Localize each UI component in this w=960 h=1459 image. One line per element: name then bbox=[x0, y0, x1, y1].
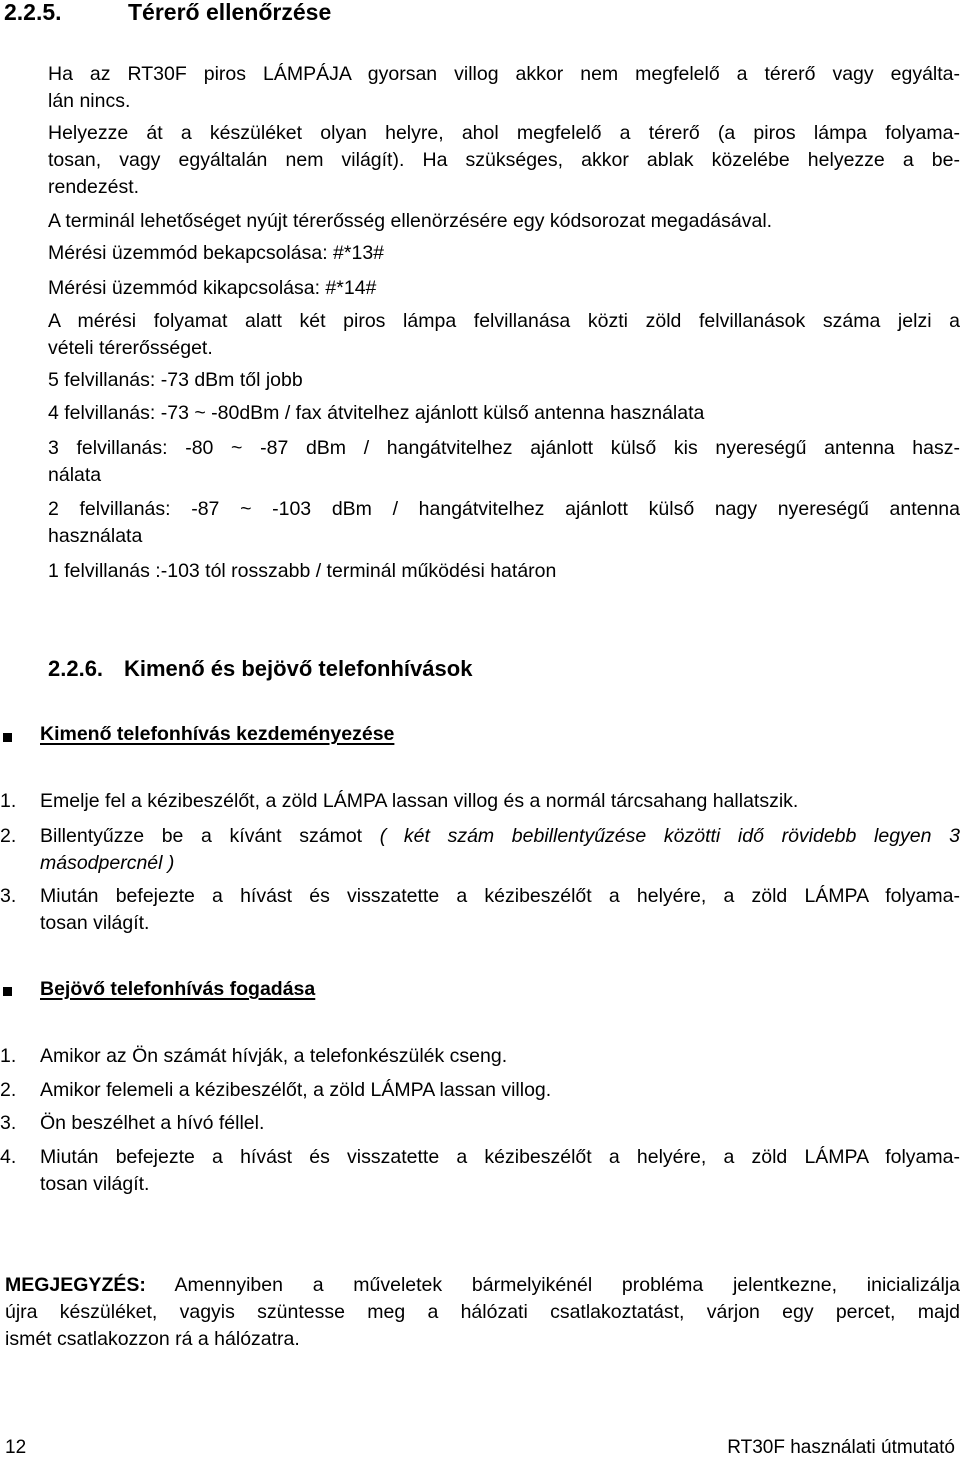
text-line: Mérési üzemmód bekapcsolása: #*13# bbox=[48, 242, 385, 264]
section-title-text: Térerő ellenőrzése bbox=[128, 0, 332, 25]
signal-level-2 bbox=[48, 496, 960, 550]
text-line: Ön beszélhet a hívó féllel. bbox=[40, 1112, 265, 1134]
section2-title-text: Kimenő és bejövő telefonhívások bbox=[124, 656, 473, 681]
text-line bbox=[5, 1272, 960, 1299]
paragraph-red-lamp bbox=[48, 61, 960, 115]
note-block bbox=[5, 1272, 960, 1353]
text-line: A mérési folyamat alatt két piros lámpa felvillanása közti zöld felvillanások száma jelzi a bbox=[48, 310, 960, 332]
paragraph-measure-process bbox=[48, 308, 960, 362]
section2-title bbox=[48, 656, 472, 682]
text-line: 3 felvillanás: -80 ~ -87 dBm / hangátvitelhez ajánlott külső kis nyereségű antenna hasz- bbox=[48, 437, 960, 459]
italic-text: másodpercnél ) bbox=[40, 852, 175, 874]
text-line: 2 felvillanás: -87 ~ -103 dBm / hangátvitelhez ajánlott külső nagy nyereségű antenna bbox=[48, 498, 960, 520]
lead-text: Billentyűzze be a kívánt számot bbox=[40, 825, 363, 847]
text-line: Emelje fel a kézibeszélőt, a zöld LÁMPA lassan villog és a normál tárcsahang hallatszik. bbox=[40, 790, 799, 812]
paragraph-measure-off bbox=[48, 275, 960, 302]
list-number: 1. bbox=[0, 1045, 17, 1067]
text-line: ismét csatlakozzon rá a hálózatra. bbox=[5, 1328, 300, 1350]
signal-level-3 bbox=[48, 435, 960, 489]
text-line: tosan világít. bbox=[40, 912, 150, 934]
text-line: 1 felvillanás :-103 tól rosszabb / terminál működési határon bbox=[48, 560, 557, 582]
page-number: 12 bbox=[5, 1437, 27, 1458]
text-line: rendezést. bbox=[48, 176, 140, 198]
bullet-square-icon bbox=[3, 733, 12, 742]
section-number: 2.2.5. bbox=[4, 0, 62, 25]
text-line: újra készüléket, vagyis szüntesse meg a hálózati csatlakoztatást, várjon egy percet, majd bbox=[5, 1301, 960, 1323]
text-line: Mérési üzemmód kikapcsolása: #*14# bbox=[48, 277, 377, 299]
text-line: 5 felvillanás: -73 dBm től jobb bbox=[48, 369, 303, 391]
signal-level-4 bbox=[48, 400, 960, 427]
text-line: Miután befejezte a hívást és visszatette a kézibeszélőt a helyére, a zöld LÁMPA folyama- bbox=[40, 1146, 960, 1168]
bullet-square-icon bbox=[3, 987, 12, 996]
outgoing-heading: Kimenő telefonhívás kezdeményezése bbox=[40, 723, 395, 745]
section-title bbox=[4, 0, 331, 26]
text-line: nálata bbox=[48, 464, 102, 486]
footer-title: RT30F használati útmutató bbox=[727, 1437, 955, 1458]
list-number: 3. bbox=[0, 1112, 17, 1134]
text-line: A terminál lehetőséget nyújt térerősség ellenörzésére egy kódsorozat megadásával. bbox=[48, 210, 773, 232]
text-line bbox=[40, 823, 960, 850]
paragraph-terminal-code bbox=[48, 208, 960, 235]
incoming-heading: Bejövő telefonhívás fogadása bbox=[40, 978, 316, 1000]
list-number: 4. bbox=[0, 1146, 17, 1168]
list-number: 2. bbox=[0, 825, 17, 847]
note-label: MEGJEGYZÉS: bbox=[5, 1274, 146, 1296]
text-line: lán nincs. bbox=[48, 90, 131, 112]
list-number: 3. bbox=[0, 885, 17, 907]
text-line: Amikor az Ön számát hívják, a telefonkészülék cseng. bbox=[40, 1045, 508, 1067]
list-number: 2. bbox=[0, 1079, 17, 1101]
text-line: Miután befejezte a hívást és visszatette a kézibeszélőt a helyére, a zöld LÁMPA folyama- bbox=[40, 885, 960, 907]
italic-text: ( két szám bebillentyűzése közötti idő rövidebb legyen 3 bbox=[379, 825, 960, 847]
paragraph-relocate bbox=[48, 120, 960, 201]
note-text: Amennyiben a műveletek bármelyikénél probléma jelentkezne, inicializálja bbox=[174, 1274, 960, 1296]
text-line: tosan, vagy egyáltalán nem világít). Ha szükséges, akkor ablak közelébe helyezze a be- bbox=[48, 149, 960, 171]
text-line: vételi térerősséget. bbox=[48, 337, 213, 359]
text-line: Ha az RT30F piros LÁMPÁJA gyorsan villog akkor nem megfelelő a térerő vagy egyálta- bbox=[48, 63, 960, 85]
paragraph-measure-on bbox=[48, 240, 960, 267]
text-line: Amikor felemeli a kézibeszélőt, a zöld LÁMPA lassan villog. bbox=[40, 1079, 552, 1101]
text-line: 4 felvillanás: -73 ~ -80dBm / fax átvitelhez ajánlott külső antenna használata bbox=[48, 402, 705, 424]
text-line: használata bbox=[48, 525, 143, 547]
text-line: Helyezze át a készüléket olyan helyre, ahol megfelelő a térerő (a piros lámpa folyama- bbox=[48, 122, 960, 144]
signal-level-1 bbox=[48, 558, 960, 585]
signal-level-5 bbox=[48, 367, 960, 394]
section2-number: 2.2.6. bbox=[48, 656, 104, 681]
text-line: tosan világít. bbox=[40, 1173, 150, 1195]
list-number: 1. bbox=[0, 790, 17, 812]
